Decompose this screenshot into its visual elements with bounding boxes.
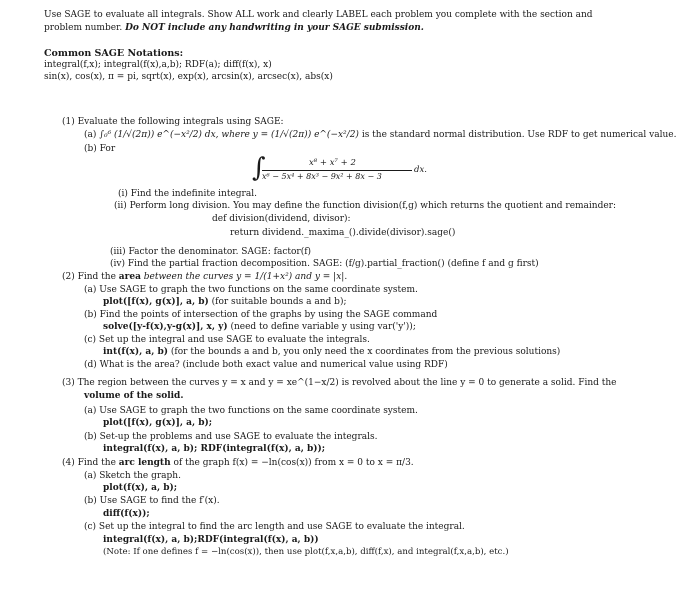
p1-b-label: (b) For bbox=[84, 144, 116, 154]
p2-a-code-line bbox=[103, 297, 346, 308]
p4-b-code: diff(f(x)); bbox=[103, 509, 150, 519]
p1-b-ii: (ii) Perform long division. You may define the function division(f,g) which returns the quotient and remainder: bbox=[114, 201, 617, 211]
integrand-denominator: x⁶ − 5x⁴ + 8x³ − 9x² + 8x − 3 bbox=[262, 172, 382, 181]
p2-a: (a) Use SAGE to graph the two functions on the same coordinate system. bbox=[84, 285, 418, 295]
p2-c-code: int(f(x), a, b) bbox=[103, 347, 169, 357]
p2-c: (c) Set up the integral and use SAGE to evaluate the integrals. bbox=[84, 335, 370, 345]
p4-heading bbox=[62, 458, 414, 469]
intro-line-2-start: problem number. bbox=[44, 23, 126, 33]
p2-a-code-note: (for suitable bounds a and b); bbox=[208, 297, 347, 307]
p4-heading-bold: arc length bbox=[118, 458, 171, 468]
notations-heading: Common SAGE Notations: bbox=[44, 48, 184, 59]
p4-a-code: plot(f(x), a, b); bbox=[103, 483, 178, 493]
p1-b-i: (i) Find the indefinite integral. bbox=[118, 189, 257, 199]
intro-line-2-emphasis: Do NOT include any handwriting in your SAGE submission. bbox=[125, 23, 424, 33]
p4-heading-post: of the graph f(x) = −ln(cos(x)) from x = 0 to x = π/3. bbox=[170, 458, 414, 468]
p4-a: (a) Sketch the graph. bbox=[84, 471, 181, 481]
p4-c: (c) Set up the integral to find the arc length and use SAGE to evaluate the integral. bbox=[84, 522, 465, 532]
p1-b-iii: (iii) Factor the denominator. SAGE: factor(f) bbox=[110, 247, 312, 257]
p3-b-code: integral(f(x), a, b); RDF(integral(f(x), a, b)); bbox=[103, 444, 326, 454]
p2-c-code-line bbox=[103, 347, 560, 358]
p1-a-label: (a) bbox=[84, 130, 97, 140]
p1-b-iv: (iv) Find the partial fraction decomposition. SAGE: (f/g).partial_fraction() (define f and g first) bbox=[110, 259, 539, 269]
p3-line-2: volume of the solid. bbox=[84, 391, 184, 401]
p2-a-code: plot([f(x), g(x)], a, b) bbox=[103, 297, 209, 307]
p3-line-1: (3) The region between the curves y = x and y = xe^(1−x/2) is revolved about the line y = 0 to generate a solid. Find the bbox=[62, 378, 617, 388]
intro-line-2 bbox=[44, 23, 424, 34]
p2-b-code: solve([y-f(x),y-g(x)], x, y) bbox=[103, 322, 228, 332]
p1-code-line-1: def division(dividend, divisor): bbox=[212, 214, 351, 224]
p1-a-expression: ∫₀⁶ (1/√(2π)) e^(−x²/2) dx, where y = (1/√(2π)) e^(−x²/2) bbox=[99, 130, 359, 140]
p1-a-text: is the standard normal distribution. Use RDF to get numerical value. bbox=[361, 130, 677, 140]
p3-a: (a) Use SAGE to graph the two functions on the same coordinate system. bbox=[84, 406, 418, 416]
notations-line-1: integral(f,x); integral(f(x),a,b); RDF(a); diff(f(x), x) bbox=[44, 60, 272, 70]
p3-a-code: plot([f(x), g(x)], a, b); bbox=[103, 418, 213, 428]
intro-line-1: Use SAGE to evaluate all integrals. Show ALL work and clearly LABEL each problem you complete with the section and bbox=[44, 10, 593, 20]
p2-heading-pre: (2) Find the bbox=[62, 272, 119, 282]
p1-a bbox=[84, 130, 676, 141]
p2-b: (b) Find the points of intersection of the graphs by using the SAGE command bbox=[84, 310, 438, 320]
p1-heading: (1) Evaluate the following integrals using SAGE: bbox=[62, 117, 284, 127]
p2-d: (d) What is the area? (include both exact value and numerical value using RDF) bbox=[84, 360, 448, 370]
p4-heading-pre: (4) Find the bbox=[62, 458, 119, 468]
fraction-bar bbox=[262, 170, 412, 171]
integral-sign: ∫ bbox=[252, 153, 266, 183]
p2-b-code-note: (need to define variable y using var('y')); bbox=[227, 322, 416, 332]
notations-line-2: sin(x), cos(x), π = pi, sqrt(x), exp(x), arcsin(x), arcsec(x), abs(x) bbox=[44, 72, 333, 82]
integrand-dx: dx. bbox=[414, 165, 427, 175]
p2-heading bbox=[62, 272, 347, 283]
p2-c-code-note: (for the bounds a and b, you only need the x coordinates from the previous solutions) bbox=[168, 347, 561, 357]
p2-heading-bold: area bbox=[118, 272, 141, 282]
p4-note: (Note: If one defines f = −ln(cos(x)), then use plot(f,x,a,b), diff(f,x), and integral(f,x,a,b), etc.) bbox=[103, 547, 509, 557]
p2-b-code-line bbox=[103, 322, 416, 333]
p1-code-line-2: return dividend._maxima_().divide(divisor).sage() bbox=[230, 228, 456, 238]
p3-b: (b) Set-up the problems and use SAGE to evaluate the integrals. bbox=[84, 432, 378, 442]
integrand-numerator: x⁸ + x⁷ + 2 bbox=[309, 158, 356, 168]
p4-b: (b) Use SAGE to find the f′(x). bbox=[84, 496, 220, 506]
p4-c-code: integral(f(x), a, b);RDF(integral(f(x), a, b)) bbox=[103, 535, 319, 545]
p2-heading-post: between the curves y = 1/(1+x²) and y = |x|. bbox=[140, 272, 348, 282]
